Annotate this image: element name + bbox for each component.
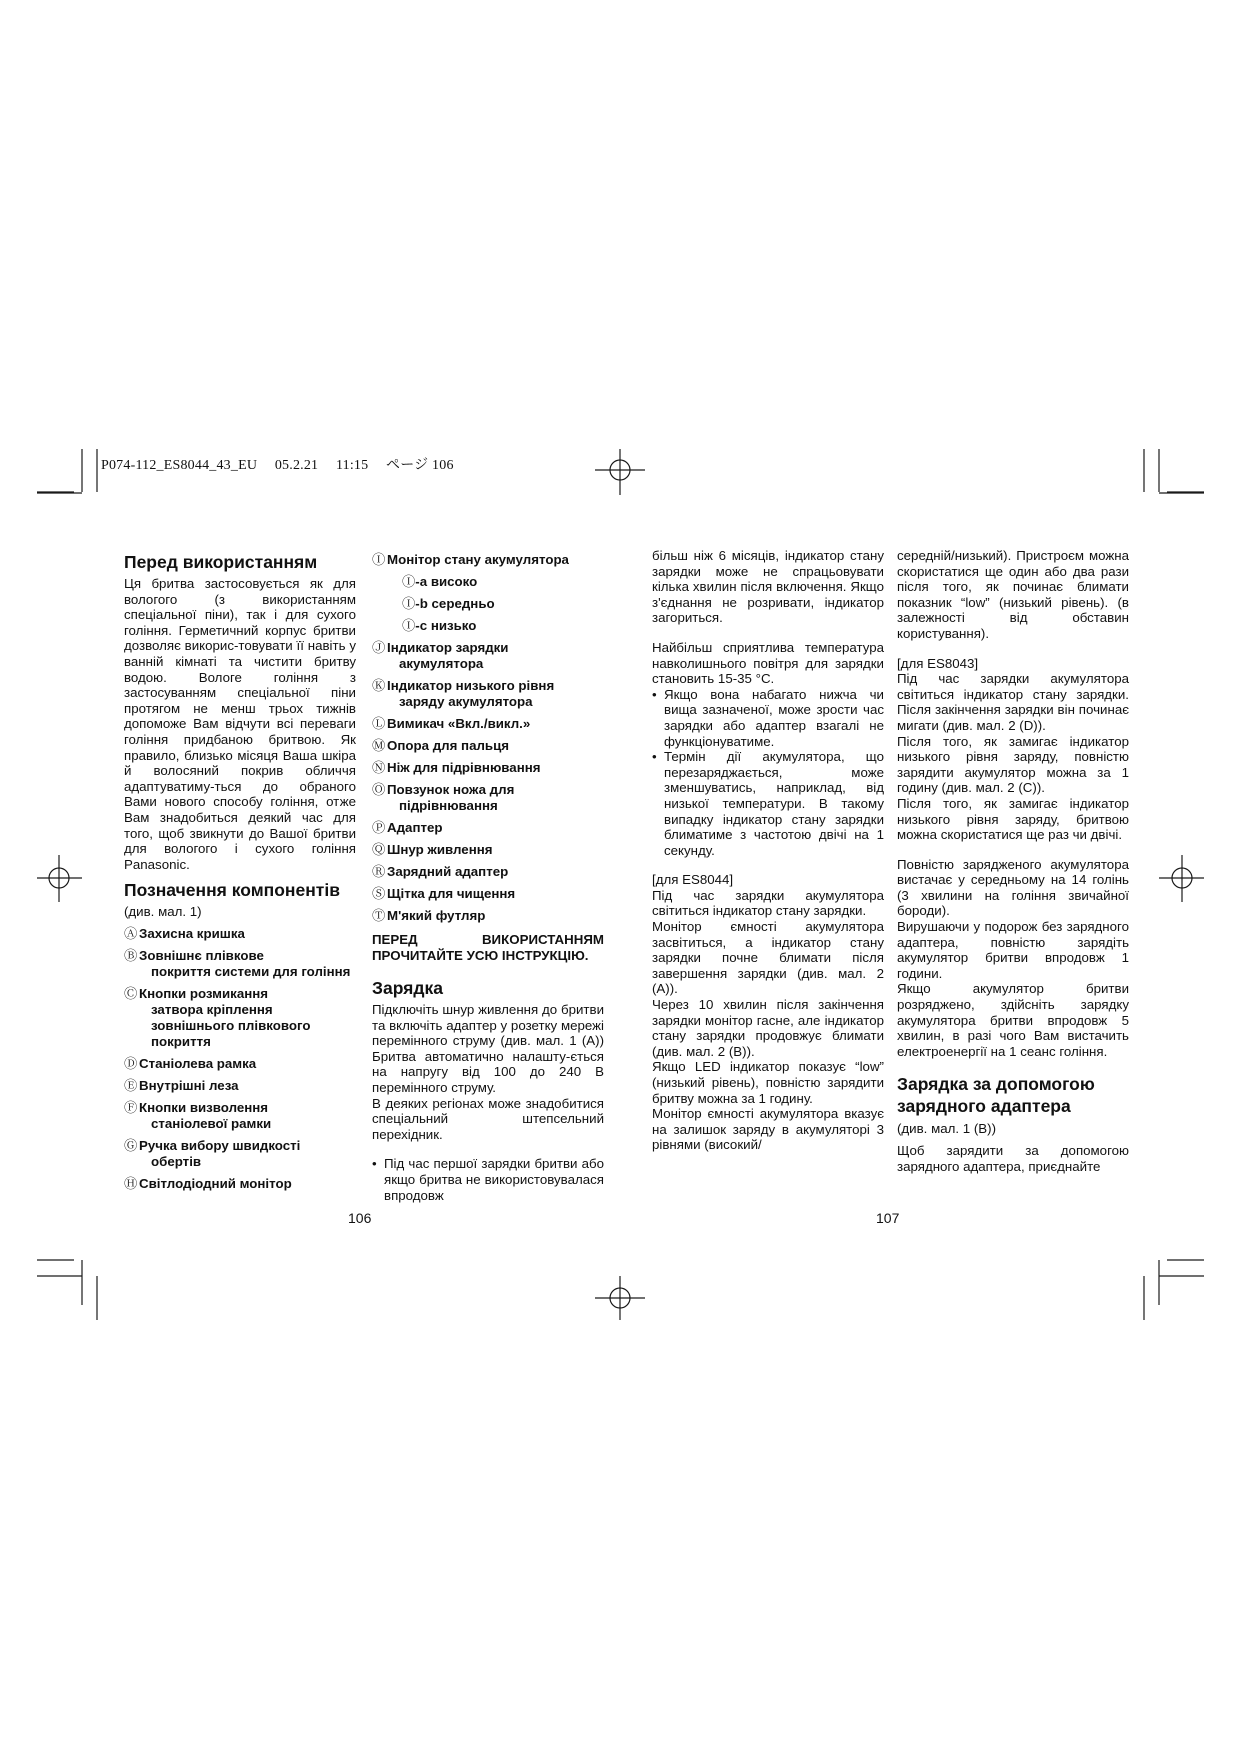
adapter-charging-text: Щоб зарядити за допомогою зарядного адаптера, приєднайте [897,1143,1129,1174]
column-3 [652,548,884,1153]
crop-mark-inner-top-left [37,449,97,493]
monitor-level-label: -c низько [415,618,477,633]
component-label-line-1: Станіолева рамка [139,1055,257,1071]
temperature-text: Найбільш сприятлива температура навколишнього повітря для зарядки становить 15-35 °C. [652,639,884,687]
slug-date: 05.2.21 [274,458,319,473]
component-label-line-1: Кнопки визволення [139,1099,269,1115]
warning-read-instructions: ПЕРЕД ВИКОРИСТАННЯМ ПРОЧИТАЙТЕ УСЮ ІНСТРУКЦІЮ. [372,932,604,963]
column-1 [124,552,356,1198]
component-label [139,926,354,942]
component-label [387,760,602,776]
component-marker: Ⓗ [124,1175,138,1191]
monitor-level-label: -b середньо [415,596,495,611]
component-marker: Ⓣ [372,908,386,923]
component-label [139,1078,354,1094]
component-item [372,782,604,814]
component-marker: Ⓖ [124,1137,138,1153]
monitor-level-marker: Ⓘ [402,574,416,589]
component-marker: Ⓚ [372,678,386,693]
component-marker: Ⓞ [372,782,386,797]
component-label [139,1056,354,1072]
component-label-line-1: Ніж для підрівнювання [387,760,541,775]
registration-mark-bottom [595,1276,645,1320]
registration-mark-top [595,449,645,495]
components-list-1 [124,926,356,1192]
component-marker: Ⓝ [372,760,386,775]
components-heading: Позначення компонентів [124,880,340,901]
component-label [387,886,602,902]
component-item [372,886,604,902]
crop-mark-inner-bottom-left [37,1276,97,1320]
monitor-level-item [402,618,604,634]
bullet-icon: • [652,749,657,765]
monitor-level-marker: Ⓘ [402,596,416,611]
component-marker: Ⓟ [372,820,386,835]
component-monitor: Ⓘ Монітор стану акумулятора [372,552,569,567]
component-item [124,1100,356,1132]
component-marker: Ⓕ [124,1099,138,1115]
component-item [372,760,604,776]
component-label-line-1: Кнопки розмикання [139,985,269,1001]
column-2 [372,552,604,1203]
component-item [372,716,604,732]
component-label [387,738,602,754]
page-number-right: 107 [876,1210,900,1226]
component-label [387,640,602,672]
charging-bullet: • Під час першої зарядки бритви або якщо бритва не використовувалася впродовж [372,1156,604,1203]
component-marker: Ⓙ [372,640,386,655]
component-item [372,842,604,858]
component-label-line-1: Індикатор низького рівня [387,678,555,693]
component-label-line-2: підрівнювання [399,798,498,813]
component-label-line-1: Опора для пальця [387,738,510,753]
component-item [124,1176,356,1192]
component-label-line-1: Внутрішні леза [139,1077,239,1093]
before-use-text: Ця бритва застосовується як для вологого (з використанням спеціальної піни), так і для сухого гоління. Герметичний корпус бритви дозволяє викорис-товувати її навіть у ванній кімнаті та чистити бритву водою. Вологе гоління з застосуванням спеціальної піни протягом не менш трьох тижнів допоможе Вам відчути всі переваги гоління придбаною бритвою. Як правило, близько місяця Ваша шкіра й волосяний покрив обличчя адаптуватиму-ться до обраного Вами нового способу гоління, отже Вам знадобиться деякий час для того, щоб звикнути до Вашої бритви для вологого і сухого гоління Panasonic. [124,576,356,872]
before-use-heading: Перед використанням [124,552,318,572]
component-marker: Ⓔ [124,1077,138,1093]
component-label-line-1: Шнур живлення [387,842,493,857]
component-marker: Ⓠ [372,842,386,857]
component-item [124,1138,356,1170]
component-marker: Ⓛ [372,716,386,731]
es8044-led-low: Якщо LED індикатор показує “low” (низький рівень), повністю зарядити бритву можна за 1 годину. [652,1059,884,1106]
component-label-line-1: Ручка вибору швидкості [139,1137,301,1153]
components-list-2 [372,640,604,924]
component-item [372,908,604,924]
component-label-line-1: Повзунок ножа для [387,782,515,797]
component-label [387,842,602,858]
component-item [372,640,604,672]
component-label-line-2: заряду акумулятора [399,694,533,709]
component-item [372,864,604,880]
es8043-label: [для ES8043] [897,655,979,671]
es8043-after-low: Після того, як замигає індикатор низького рівня заряду, повністю зарядити акумулятор можна за 1 годину (див. мал. 2 (C)). [897,733,1129,796]
component-item [372,820,604,836]
es8044-label: [для ES8044] [652,872,734,888]
components-ref: (див. мал. 1) [124,904,202,920]
charging-text: Підключіть шнур живлення до бритви та включіть адаптер у розетку мережі перемінного струму (див. мал. 1 (A)) Бритва автоматично налашту-ється на напругу від 100 до 240 В перемінного струму. [372,1002,604,1095]
bullet-item [652,687,884,749]
bullet-text: Якщо вона набагато нижча чи вища зазначеної, може зрости час зарядки або адаптер взагалі не функціонуватиме. [664,686,884,749]
registration-mark-left [37,855,82,902]
component-label-line-1: М'який футляр [387,908,486,923]
component-item [124,948,356,980]
component-label-line-2: акумулятора [399,656,484,671]
crop-mark-inner-top-right [1144,449,1204,493]
component-label [139,986,354,1050]
component-label-line-2: обертів [151,1153,202,1169]
crop-mark-bottom-left [37,1260,82,1305]
component-label [387,908,602,924]
adapter-charging-ref: (див. мал. 1 (B)) [897,1121,996,1137]
page-number-left: 106 [348,1210,372,1226]
component-label-line-1: Зарядний адаптер [387,864,509,879]
component-item [124,926,356,942]
component-label [139,1176,354,1192]
component-item [372,678,604,710]
crop-mark-inner-bottom-right [1144,1276,1204,1320]
component-item [124,1056,356,1072]
slug-page: ページ 106 [386,458,454,473]
es8044-monitor-text: Монітор ємності акумулятора засвітиться, а індикатор стану зарядки почне блимати після завершення зарядки (див. мал. 2 (A)). [652,919,884,997]
component-marker: Ⓡ [372,864,386,879]
bullet-text: Термін дії акумулятора, що перезаряджається, може зменшуватись, наприклад, від низької температури. В такому випадку індикатор стану зарядки блиматиме з частотою двічі на 1 секунду. [664,749,884,858]
component-label [387,782,602,814]
component-label-line-1: Зовнішнє плівкове [139,947,264,963]
es8044-text: Під час зарядки акумулятора світиться індикатор стану зарядки. [652,887,884,919]
monitor-level-label: -a високо [415,574,478,589]
component-label [139,948,354,980]
component-item [124,986,356,1050]
full-charge-text: Повністю зарядженого акумулятора вистачає у середньому на 14 голінь (3 хвилини на гоління звичайної бороди). [897,856,1129,919]
charging-text-2: В деяких регіонах може знадобитися спеціальний штепсельний перехідник. [372,1095,604,1142]
monitor-sublist [372,574,604,634]
print-slug [101,454,521,474]
component-label-line-1: Світлодіодний монітор [139,1175,292,1191]
adapter-charging-heading: Зарядка за допомогою зарядного адаптера [897,1074,1095,1117]
monitor-level-item [402,574,604,590]
registration-mark-right [1159,855,1204,902]
component-item [372,738,604,754]
component-label [139,1100,354,1132]
temperature-bullets [652,687,884,859]
component-marker: Ⓐ [124,925,138,941]
component-label-line-1: Захисна кришка [139,925,245,941]
component-label-line-2: затвора кріплення зовнішнього плівкового покриття [151,1001,311,1049]
component-label [387,864,602,880]
col4-continued: середній/низький). Пристроєм можна скористатися ще один або два рази після того, як починає блимати показник “low” (низький рівень). (в залежності від обставин користування). [897,548,1129,641]
travel-text: Вирушаючи у подорож без зарядного адаптера, повністю зарядіть акумулятор бритви впродовж 1 години. [897,919,1129,981]
component-label-line-1: Щітка для чищення [387,886,516,901]
es8043-text: Під час зарядки акумулятора світиться індикатор стану зарядки. Після закінчення зарядки він починає мигати (див. мал. 2 (D)). [897,671,1129,733]
monitor-level-marker: Ⓘ [402,618,416,633]
crop-mark-bottom-right [1159,1260,1204,1305]
charging-heading: Зарядка [372,978,443,998]
component-label-line-2: покриття системи для гоління [151,963,351,979]
crop-mark-top-left [37,449,82,492]
component-label-line-2: станіолевої рамки [151,1115,272,1131]
es8044-monitor-levels: Монітор ємності акумулятора вказує на залишок заряду в акумуляторі 3 рівнями (високий/ [652,1106,884,1153]
component-label [387,716,602,732]
component-marker: Ⓜ [372,738,386,753]
monitor-level-item [402,596,604,612]
bullet-item [652,749,884,858]
component-label-line-1: Адаптер [387,820,443,835]
component-marker: Ⓢ [372,886,386,901]
component-label [387,820,602,836]
component-label [387,678,602,710]
component-item [124,1078,356,1094]
discharged-text: Якщо акумулятор бритви розряджено, здійсніть зарядку акумулятора бритви впродовж 5 хвилин, в разі чого Вам вистачить електроенергії на 1 сеанс гоління. [897,981,1129,1059]
component-label-line-1: Індикатор зарядки [387,640,509,655]
component-marker: Ⓓ [124,1055,138,1071]
bullet-icon: • [652,686,657,702]
component-marker: Ⓑ [124,947,138,963]
component-label-line-1: Вимикач «Вкл./викл.» [387,716,531,731]
es8043-after-low-2: Після того, як замигає індикатор низького рівня заряду, бритвою можна скористатися ще раз чи двічі. [897,795,1129,843]
col3-continued: більш ніж 6 місяців, індикатор стану зарядки може не спрацьовувати кілька хвилин після включення. Якщо з'єднання не розривати, індикатор загориться. [652,548,884,626]
crop-mark-top-right [1159,449,1204,492]
column-4 [897,548,1129,1174]
slug-file: P074-112_ES8044_43_EU [101,458,258,473]
component-label [139,1138,354,1170]
slug-time: 11:15 [335,458,369,473]
component-marker: Ⓒ [124,985,138,1001]
es8044-after-10: Через 10 хвилин після закінчення зарядки монітор гасне, але індикатор стану зарядки продовжує блимати (див. мал. 2 (B)). [652,997,884,1059]
